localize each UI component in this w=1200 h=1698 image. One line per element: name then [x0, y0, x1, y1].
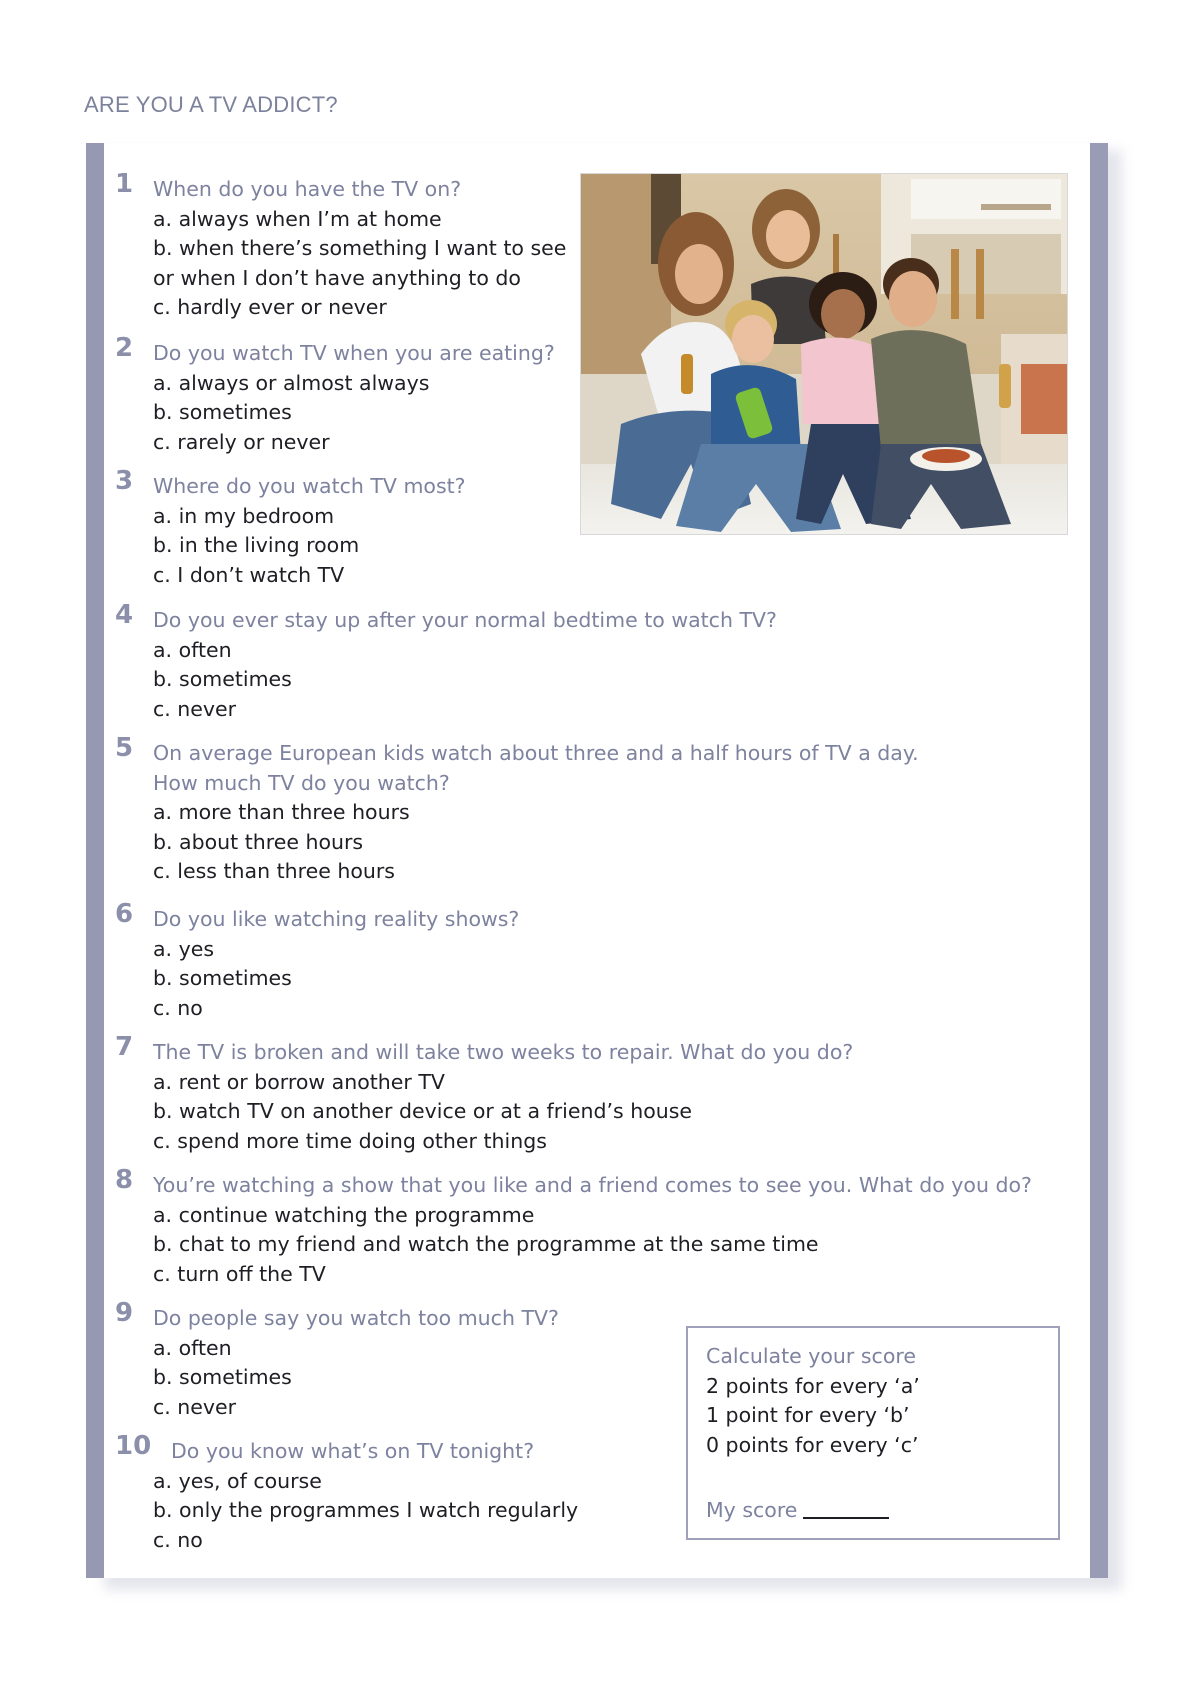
my-score-blank[interactable] — [803, 1517, 889, 1519]
question-text: You’re watching a show that you like and a friend comes to see you. What do you do? — [153, 1173, 1032, 1197]
option-b: b. chat to my friend and watch the programme at the same time — [153, 1232, 819, 1256]
score-rule-b: 1 point for every ‘b’ — [706, 1403, 910, 1427]
option-c: c. spend more time doing other things — [153, 1128, 547, 1153]
option-c: c. I don’t watch TV — [153, 562, 345, 587]
option-c: c. rarely or never — [153, 429, 330, 454]
score-rule-c: 0 points for every ‘c’ — [706, 1432, 919, 1457]
question-text: Do people say you watch too much TV? — [153, 1306, 559, 1330]
option-b: b. sometimes — [153, 966, 292, 990]
question-text: On average European kids watch about three and a half hours of TV a day. — [153, 741, 919, 765]
option-c: c. never — [153, 696, 237, 721]
option-a: a. always when I’m at home — [153, 206, 442, 231]
question-number: 4 — [115, 600, 134, 630]
option-a: a. always or almost always — [153, 370, 430, 395]
option-c: c. turn off the TV — [153, 1261, 326, 1286]
option-b: b. watch TV on another device or at a friend’s house — [153, 1099, 693, 1123]
option-a: a. more than three hours — [153, 800, 410, 824]
option-a: a. often — [153, 637, 232, 662]
option-c: c. less than three hours — [153, 859, 395, 883]
score-box — [686, 1326, 1060, 1540]
option-c: c. hardly ever or never — [153, 295, 387, 319]
question-number: 2 — [115, 333, 134, 363]
option-b-continued: or when I don’t have anything to do — [153, 265, 521, 290]
question-number: 9 — [115, 1298, 134, 1328]
option-b: b. sometimes — [153, 400, 292, 424]
score-rule-a: 2 points for every ‘a’ — [706, 1373, 920, 1398]
question-text-line-2: How much TV do you watch? — [153, 770, 450, 795]
question-number: 6 — [115, 899, 134, 929]
question-number: 8 — [115, 1165, 134, 1195]
option-a: a. continue watching the programme — [153, 1202, 535, 1227]
option-b: b. about three hours — [153, 829, 364, 854]
option-c: c. never — [153, 1394, 237, 1419]
option-b: b. only the programmes I watch regularly — [153, 1498, 579, 1522]
question-text: Do you know what’s on TV tonight? — [171, 1439, 535, 1463]
panel-right-bar — [1090, 143, 1108, 1578]
option-a: a. yes, of course — [153, 1468, 322, 1493]
option-a: a. rent or borrow another TV — [153, 1069, 445, 1094]
question-text: Do you like watching reality shows? — [153, 907, 520, 931]
option-c: c. no — [153, 995, 203, 1020]
my-score-row — [706, 1496, 920, 1526]
question-text: The TV is broken and will take two weeks to repair. What do you do? — [153, 1040, 854, 1064]
question-number: 3 — [115, 466, 134, 496]
option-a: a. often — [153, 1335, 232, 1360]
friends-watching-tv-photo — [580, 173, 1068, 535]
my-score-label: My score — [706, 1498, 798, 1522]
option-b: b. sometimes — [153, 1365, 292, 1389]
score-title: Calculate your score — [706, 1344, 916, 1368]
option-b: b. when there’s something I want to see — [153, 236, 567, 260]
page-title: ARE YOU A TV ADDICT? — [84, 92, 338, 117]
question-text: Do you ever stay up after your normal bedtime to watch TV? — [153, 608, 777, 632]
question-text: Where do you watch TV most? — [153, 474, 466, 498]
option-b: b. sometimes — [153, 667, 292, 691]
option-a: a. yes — [153, 936, 215, 961]
option-a: a. in my bedroom — [153, 503, 335, 528]
question-text: Do you watch TV when you are eating? — [153, 341, 555, 365]
question-number: 1 — [115, 169, 134, 199]
question-text: When do you have the TV on? — [153, 177, 462, 201]
question-number: 10 — [115, 1431, 152, 1461]
question-number: 7 — [115, 1032, 134, 1062]
question-number: 5 — [115, 733, 134, 763]
panel-left-bar — [86, 143, 104, 1578]
option-c: c. no — [153, 1527, 203, 1552]
option-b: b. in the living room — [153, 533, 360, 557]
